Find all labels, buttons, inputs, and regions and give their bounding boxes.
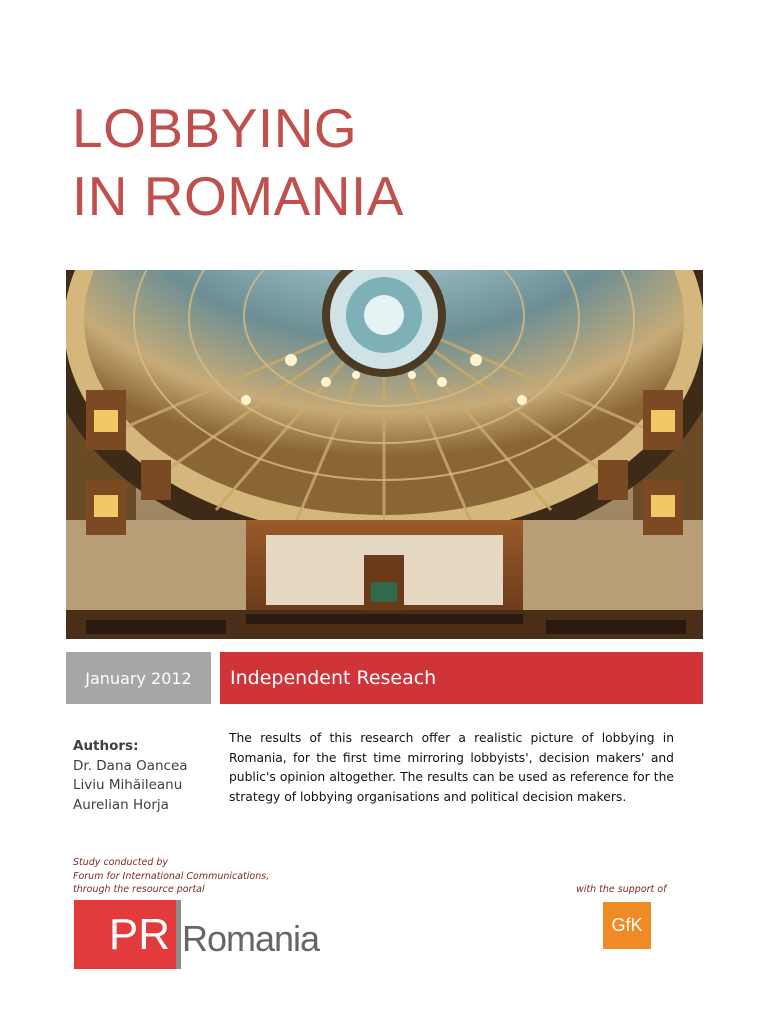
document-title: [72, 94, 404, 230]
conducted-line-3: through the resource portal: [73, 884, 205, 895]
authors-block: [73, 737, 188, 815]
title-line-2: IN ROMANIA: [72, 165, 404, 227]
pr-logo-divider: [176, 900, 181, 969]
pr-logo-red-block: PR: [74, 900, 176, 969]
title-line-1: LOBBYING: [72, 97, 358, 159]
pr-romania-logo: [74, 900, 320, 969]
parliament-dome-photo: [66, 270, 703, 639]
report-type-text: Independent Reseach: [230, 667, 437, 689]
conducted-by-note: [73, 856, 269, 897]
date-label: [66, 652, 211, 704]
abstract-paragraph: The results of this research offer a realistic picture of lobbying in Romania, for the first time mirroring lobbyists', decision makers' and public's opinion altogether. The results can be used as reference for the strategy of lobbying organisations and political decision makers.: [229, 731, 674, 804]
author-name: Dr. Dana Oancea: [73, 757, 188, 774]
support-note: with the support of: [576, 884, 667, 895]
pr-logo-word: Romania: [182, 918, 320, 959]
gfk-logo: GfK: [603, 902, 651, 949]
authors-heading: Authors:: [73, 738, 139, 754]
conducted-line-1: Study conducted by: [73, 857, 169, 868]
conducted-line-2: Forum for International Communications,: [73, 870, 270, 882]
author-name: Aurelian Horja: [73, 796, 169, 813]
report-type-banner: [220, 652, 703, 704]
author-name: Liviu Mihăileanu: [73, 777, 183, 793]
date-text: January 2012: [85, 668, 192, 688]
dome-illustration: [66, 270, 703, 639]
